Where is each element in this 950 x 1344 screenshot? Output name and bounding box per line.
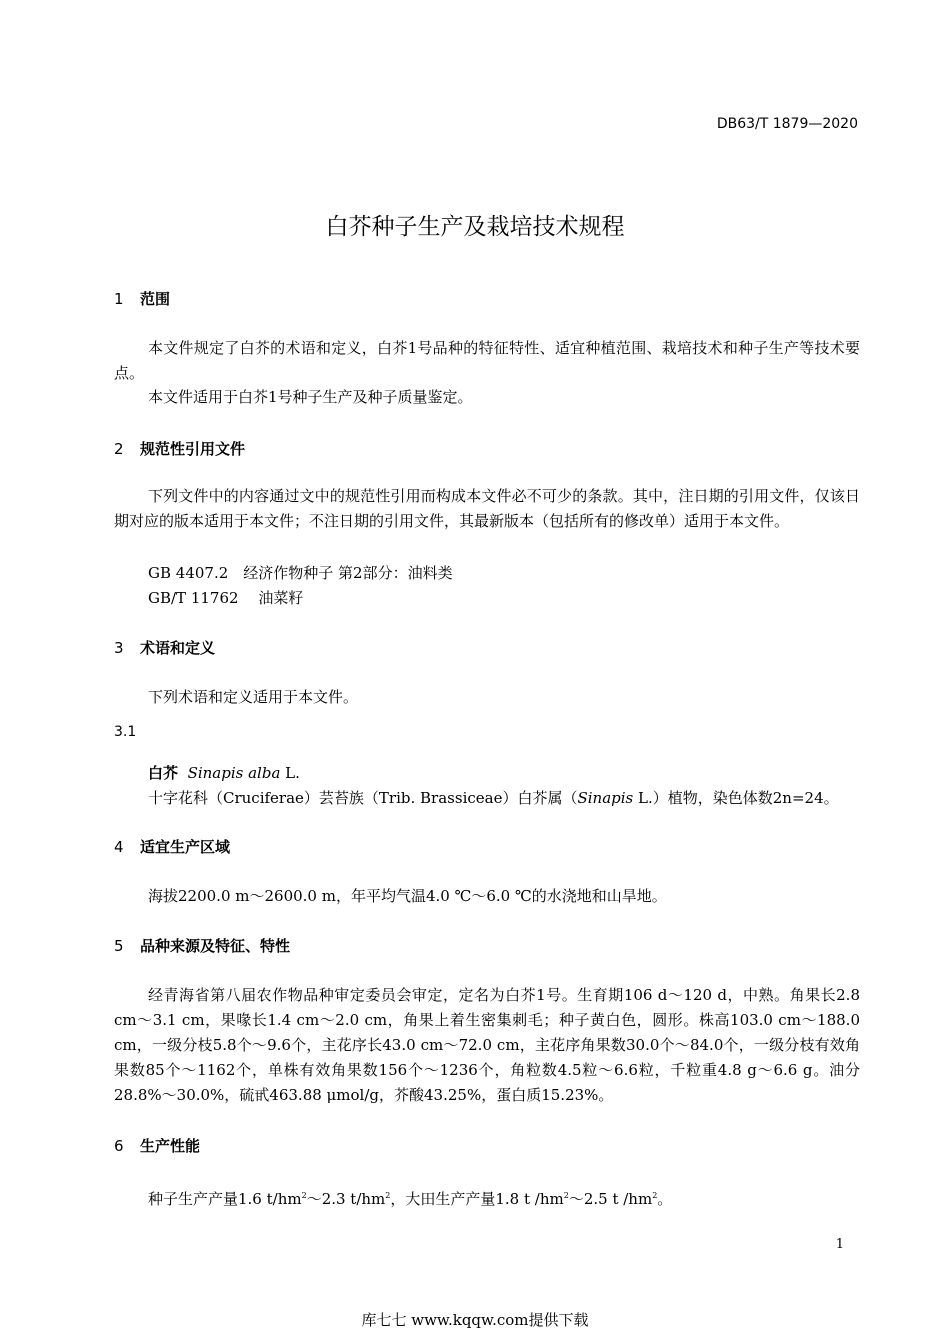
section-3-heading xyxy=(114,637,215,658)
term-entry xyxy=(148,762,300,783)
superscript: 2 xyxy=(652,1191,658,1200)
document-code: DB63/T 1879—2020 xyxy=(716,116,858,132)
section-number: 2 xyxy=(114,440,124,458)
term-latin-name: Sinapis alba xyxy=(187,764,281,782)
normative-references-paragraph: 下列文件中的内容通过文中的规范性引用而构成本文件必不可少的条款。其中，注日期的引用文件，仅该日期对应的版本适用于本文件；不注日期的引用文件，其最新版本（包括所有的修改单）适用于本文件。 xyxy=(114,487,860,530)
section-1-heading xyxy=(114,288,170,309)
section-title: 品种来源及特征、特性 xyxy=(140,937,291,955)
page-number: 1 xyxy=(835,1237,844,1252)
scope-paragraph-1: 本文件规定了白芥的术语和定义，白芥1号品种的特征特性、适宜种植范围、栽培技术和种子生产等技术要点。 xyxy=(114,339,860,382)
yield-text: 种子生产产量1.6 t/hm xyxy=(148,1190,302,1208)
terms-intro-paragraph: 下列术语和定义适用于本文件。 xyxy=(148,688,359,706)
reference-item: GB/T 11762 油菜籽 xyxy=(148,589,304,607)
section-number: 5 xyxy=(114,937,124,955)
term-chinese: 白芥 xyxy=(148,764,179,782)
term-author: L. xyxy=(280,764,300,782)
section-number: 3 xyxy=(114,639,124,657)
yield-text: ，大田生产产量1.8 t /hm xyxy=(390,1190,564,1208)
yield-paragraph xyxy=(148,1188,672,1209)
section-title: 范围 xyxy=(140,290,171,308)
yield-text: ～2.5 t /hm xyxy=(568,1190,653,1208)
section-title: 生产性能 xyxy=(140,1137,201,1155)
section-title: 规范性引用文件 xyxy=(140,440,246,458)
section-number: 6 xyxy=(114,1137,124,1155)
superscript: 2 xyxy=(563,1191,569,1200)
subclause-number: 3.1 xyxy=(114,724,137,740)
section-number: 4 xyxy=(114,838,124,856)
reference-item: GB 4407.2 经济作物种子 第2部分：油料类 xyxy=(148,564,453,582)
section-title: 适宜生产区域 xyxy=(140,838,231,856)
section-4-heading xyxy=(114,836,230,857)
yield-text: ～2.3 t/hm xyxy=(306,1190,386,1208)
superscript: 2 xyxy=(301,1191,307,1200)
section-5-heading xyxy=(114,935,290,956)
superscript: 2 xyxy=(385,1191,391,1200)
section-number: 1 xyxy=(114,290,124,308)
scope-paragraph-2: 本文件适用于白芥1号种子生产及种子质量鉴定。 xyxy=(148,388,473,406)
section-6-heading xyxy=(114,1135,200,1156)
yield-text: 。 xyxy=(657,1190,673,1208)
definition-text: 十字花科（Cruciferae）芸苔族（Trib. Brassiceae）白芥属（ xyxy=(148,789,578,807)
section-title: 术语和定义 xyxy=(140,639,216,657)
genus-name: Sinapis xyxy=(577,789,634,807)
variety-characteristics-paragraph: 经青海省第八届农作物品种审定委员会审定，定名为白芥1号。生育期106 d～120 d，中熟。角果长2.8 cm～3.1 cm，果喙长1.4 cm～2.0 cm，角果上着生密集刺毛；种子黄白色，圆形。株高103.0 cm～188.0 cm，一级分枝5.8个～9.6个，主花序长43.0 cm～72.0 cm，主花序角果数30.0个～84.0个，一级分枝有效角果数85个～1162个，单株有效角果数156个～1236个，角粒数4.5粒～6.6粒，千粒重4.8 g～6.6 g。油分28.8%～30.0%，硫甙463.88 μmol/g，芥酸43.25%，蛋白质15.23%。 xyxy=(114,986,860,1104)
region-paragraph: 海拔2200.0 m～2600.0 m，年平均气温4.0 ℃～6.0 ℃的水浇地和山旱地。 xyxy=(148,887,667,905)
download-footer: 库七七 www.kqqw.com提供下载 xyxy=(361,1311,589,1329)
document-title: 白芥种子生产及栽培技术规程 xyxy=(325,214,625,240)
section-2-heading xyxy=(114,438,245,459)
term-definition xyxy=(148,787,839,808)
definition-text: L.）植物，染色体数2n=24。 xyxy=(633,789,839,807)
